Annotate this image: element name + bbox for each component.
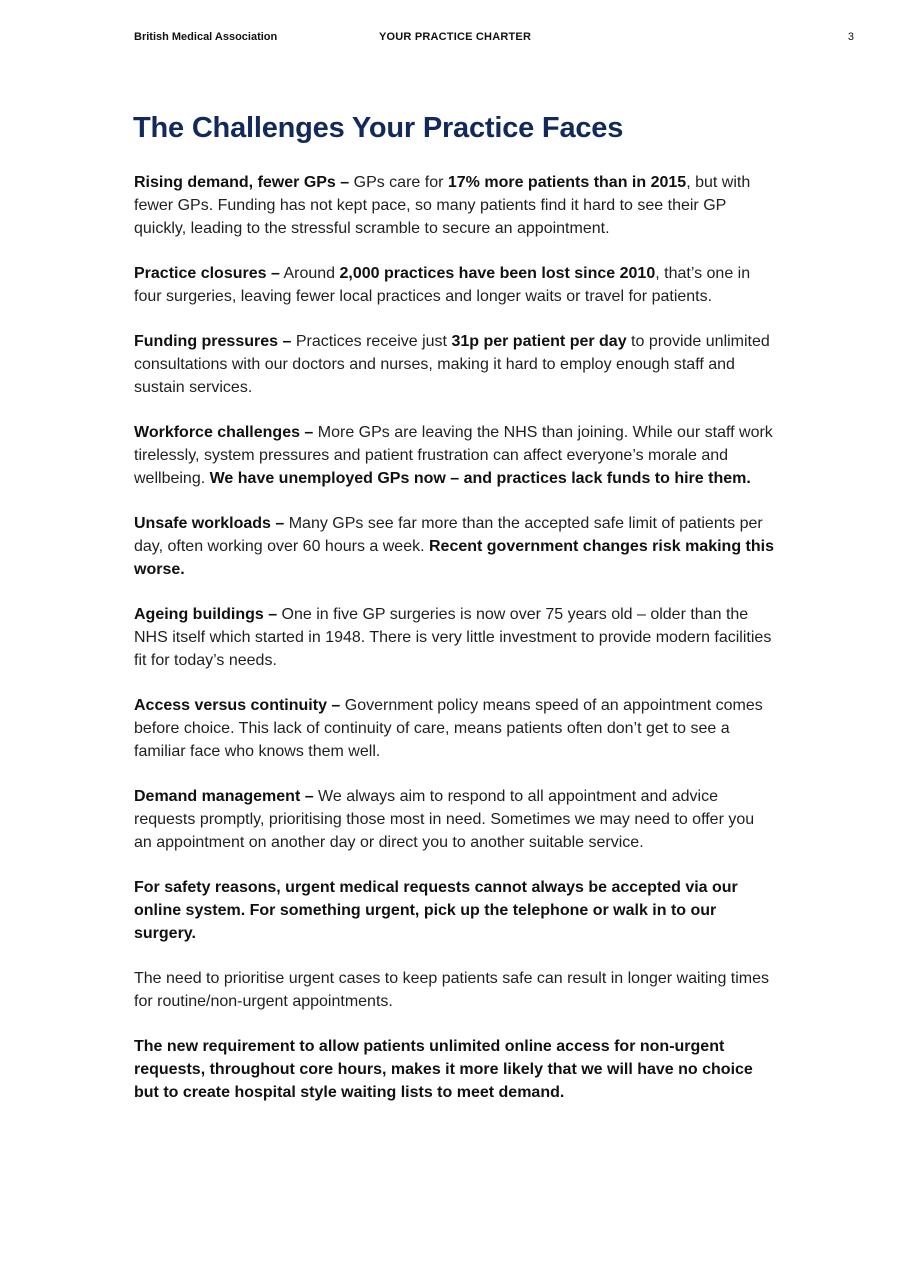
heading-funding-pressures: Funding pressures – — [134, 333, 292, 351]
highlight-funding-pressures: 31p per patient per day — [451, 333, 627, 351]
text-rising-demand-2: , but with fewer GPs. Funding has not kept pace, so many patients find it hard to see their GP quickly, leading to the stressful scramble to secure an appointment. — [134, 174, 751, 237]
highlight-workforce-challenges: We have unemployed GPs now – and practices lack funds to hire them. — [209, 469, 751, 487]
paragraph-practice-closures — [134, 263, 776, 309]
text-ageing-buildings-1: One in five GP surgeries is now over 75 years old – older than the NHS itself which started in 1948. There is very little investment to provide modern facilities fit for today’s needs. — [134, 606, 772, 669]
document-body — [134, 172, 776, 1127]
heading-demand-management: Demand management – — [134, 788, 314, 806]
organization-name: British Medical Association — [134, 31, 278, 43]
heading-ageing-buildings: Ageing buildings – — [134, 606, 278, 624]
text-access-continuity-1: Government policy means speed of an appointment comes before choice. This lack of continuity of care, means patients often don’t get to see a familiar face who knows them well. — [134, 697, 763, 760]
heading-practice-closures: Practice closures – — [134, 264, 280, 282]
paragraph-demand-management — [134, 786, 776, 854]
paragraph-ageing-buildings — [134, 604, 776, 672]
page-header — [134, 31, 854, 47]
text-funding-pressures-2: to provide unlimited consultations with our doctors and nurses, making it hard to employ enough staff and sustain services. — [134, 333, 770, 396]
highlight-unsafe-workloads: Recent government changes risk making this worse. — [134, 537, 774, 578]
highlight-practice-closures: 2,000 practices have been lost since 2010 — [339, 264, 656, 282]
paragraph-workforce-challenges — [134, 422, 776, 490]
text-practice-closures-1: Around — [279, 264, 340, 282]
page-title: The Challenges Your Practice Faces — [133, 112, 624, 144]
paragraph-access-continuity — [134, 695, 776, 763]
text-rising-demand-1: GPs care for — [349, 174, 448, 191]
text-practice-closures-2: , that’s one in four surgeries, leaving fewer local practices and longer waits or travel for patients. — [134, 264, 751, 305]
text-demand-management-1: We always aim to respond to all appointment and advice requests promptly, prioritising those most in need. Sometimes we may need to offer you an appointment on another day or direct you to another suitable service. — [134, 788, 755, 851]
text-unsafe-workloads-1: Many GPs see far more than the accepted safe limit of patients per day, often working over 60 hours a week. — [134, 515, 763, 555]
paragraph-funding-pressures — [134, 331, 776, 399]
heading-workforce-challenges: Workforce challenges – — [134, 424, 314, 442]
page-number: 3 — [847, 31, 854, 43]
paragraph-rising-demand — [134, 172, 776, 240]
highlight-rising-demand: 17% more patients than in 2015 — [447, 174, 687, 191]
paragraph-safety-note: For safety reasons, urgent medical requests cannot always be accepted via our online system. For something urgent, pick up the telephone or walk in to our surgery. — [134, 879, 738, 942]
text-workforce-challenges-1: More GPs are leaving the NHS than joining. While our staff work tirelessly, system pressures and patient frustration can affect everyone’s morale and wellbeing. — [134, 424, 773, 487]
paragraph-prioritise-note: The need to prioritise urgent cases to keep patients safe can result in longer waiting times for routine/non-urgent appointments. — [134, 970, 770, 1010]
text-funding-pressures-1: Practices receive just — [291, 333, 452, 351]
document-title: YOUR PRACTICE CHARTER — [379, 31, 532, 43]
heading-unsafe-workloads: Unsafe workloads – — [134, 515, 285, 533]
heading-access-continuity: Access versus continuity – — [134, 697, 341, 715]
heading-rising-demand: Rising demand, fewer GPs – — [134, 174, 350, 191]
paragraph-unsafe-workloads — [134, 513, 776, 581]
paragraph-requirement-note: The new requirement to allow patients unlimited online access for non-urgent requests, throughout core hours, makes it more likely that we will have no choice but to create hospital style waiting lists to meet demand. — [134, 1038, 753, 1101]
